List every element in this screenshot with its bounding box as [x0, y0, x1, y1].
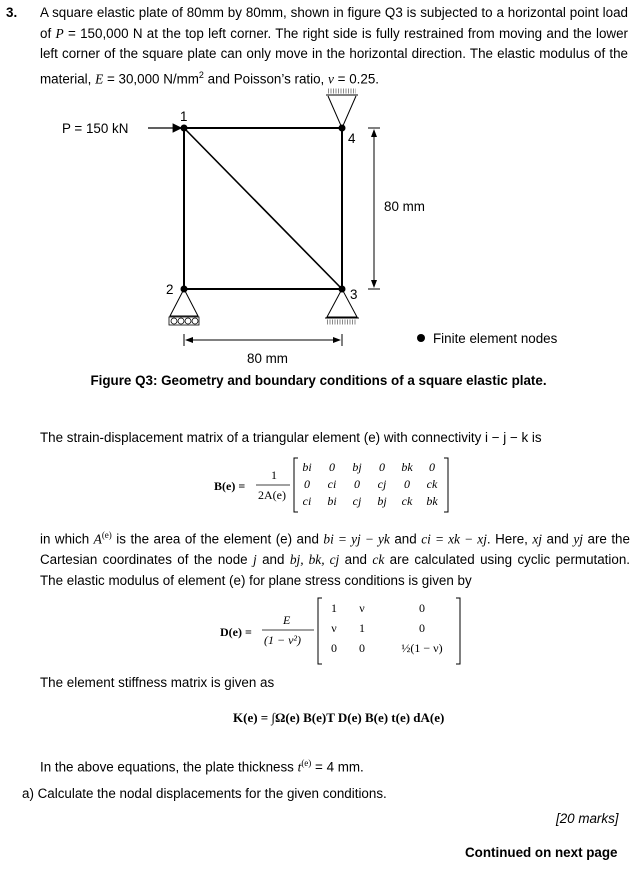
- d-matrix-cell-r1-c2: 0: [419, 621, 425, 635]
- top-right-support: [326, 91, 358, 128]
- b-matrix-equation: [200, 455, 470, 517]
- b-matrix-cell-r0-c5: 0: [429, 460, 435, 474]
- b-matrix-cell-r2-c0: ci: [302, 494, 312, 508]
- node-4: [339, 125, 346, 132]
- b-matrix-cell-r1-c0: 0: [304, 477, 310, 491]
- part-a-question: a) Calculate the nodal displacements for the given conditions.: [22, 786, 387, 801]
- b-matrix-cell-r1-c1: ci: [327, 477, 337, 491]
- bottom-left-roller-support: [169, 289, 199, 325]
- b-matrix-cell-r0-c2: bj: [352, 460, 362, 474]
- node-3: [339, 286, 346, 293]
- b-matrix-cell-r0-c4: bk: [401, 460, 413, 474]
- b-matrix-cell-r1-c4: 0: [404, 477, 410, 491]
- b-matrix-cell-r2-c2: cj: [352, 494, 362, 508]
- question-intro: A square elastic plate of 80mm by 80mm, shown in figure Q3 is subjected to a horizontal point load of P = 150,000 N at the top left corner. The right side is fully restrained from moving and the lower left corner of the square plate can only move in the horizontal direction. The elastic modulus of the material, E = 30,000 $N/mm^2$ and Poisson’s ratio, ν = 0.25.: [40, 5, 629, 87]
- b-matrix-cells: [302, 460, 438, 508]
- d-matrix-cell-r2-c1: 0: [359, 641, 365, 655]
- d-matrix-cell-r2-c2: ½(1 − ν): [401, 641, 443, 655]
- load-label: P = 150 kN: [62, 121, 129, 136]
- b-matrix-cell-r2-c4: ck: [401, 494, 413, 508]
- b-lhs: B(e) =: [214, 479, 246, 493]
- legend-label: Finite element nodes: [433, 331, 558, 346]
- d-matrix-equation: [210, 596, 470, 668]
- b-matrix-cell-r2-c5: bk: [426, 494, 438, 508]
- legend-node-marker: [417, 334, 425, 342]
- dim-vertical-label: 80 mm: [384, 199, 425, 214]
- d-matrix-cell-r0-c2: 0: [419, 601, 425, 615]
- node-label-2: 2: [166, 282, 174, 297]
- node-2: [181, 286, 188, 293]
- d-lhs: D(e) =: [220, 625, 252, 639]
- node-label-4: 4: [348, 131, 356, 146]
- d-matrix-cell-r1-c1: 1: [359, 621, 365, 635]
- b-matrix-cell-r2-c1: bi: [327, 494, 337, 508]
- element-diagonal: [184, 128, 342, 289]
- where-text: in which $A^{(e)}$ is the area of the element (e) and bi = yj − yk and ci = xk − xj. Here, xj and yj are the Cartesian coordinates of the node j and bj, bk, cj and ck are calculated using cyclic permutation. The elastic modulus of element (e) for plane stress conditions is given by: [40, 530, 630, 588]
- d-matrix-cells: [331, 601, 443, 655]
- d-matrix-cell-r0-c0: 1: [331, 601, 337, 615]
- b-matrix-cell-r0-c0: bi: [302, 460, 312, 474]
- d-matrix-cell-r1-c0: ν: [331, 621, 337, 635]
- b-matrix-cell-r1-c5: ck: [426, 477, 438, 491]
- node-1: [181, 125, 188, 132]
- continued-note: Continued on next page: [465, 845, 618, 860]
- b-frac-num: 1: [271, 468, 277, 482]
- b-frac-den: 2A(e): [258, 488, 286, 502]
- thickness-text: In the above equations, the plate thickness $t^{(e)} = 4$ mm.: [40, 758, 364, 775]
- b-matrix-cell-r2-c3: bj: [377, 494, 387, 508]
- d-matrix-cell-r2-c0: 0: [331, 641, 337, 655]
- horizontal-dimension: [184, 334, 342, 346]
- b-matrix-cell-r0-c3: 0: [379, 460, 385, 474]
- d-frac-den: (1 − ν²): [264, 633, 302, 647]
- figure-q3: [0, 0, 637, 400]
- stiffness-intro: The element stiffness matrix is given as: [40, 675, 275, 690]
- marks: [20 marks]: [556, 811, 619, 826]
- question-number: 3.: [6, 5, 18, 20]
- dim-horizontal-label: 80 mm: [247, 351, 288, 366]
- figure-caption: Figure Q3: Geometry and boundary conditions of a square elastic plate.: [90, 373, 547, 388]
- node-label-3: 3: [350, 287, 358, 302]
- b-matrix-cell-r1-c3: cj: [377, 477, 387, 491]
- b-matrix-cell-r0-c1: 0: [329, 460, 335, 474]
- b-matrix-cell-r1-c2: 0: [354, 477, 360, 491]
- strain-intro: The strain-displacement matrix of a triangular element (e) with connectivity i − j − k is: [40, 430, 542, 445]
- vertical-dimension: [368, 128, 380, 289]
- d-frac-num: E: [283, 613, 291, 627]
- node-label-1: 1: [180, 109, 188, 124]
- d-matrix-cell-r0-c1: ν: [359, 601, 365, 615]
- stiffness-equation: K(e) = ∫Ω(e) B(e)T D(e) B(e) t(e) dA(e): [233, 710, 445, 725]
